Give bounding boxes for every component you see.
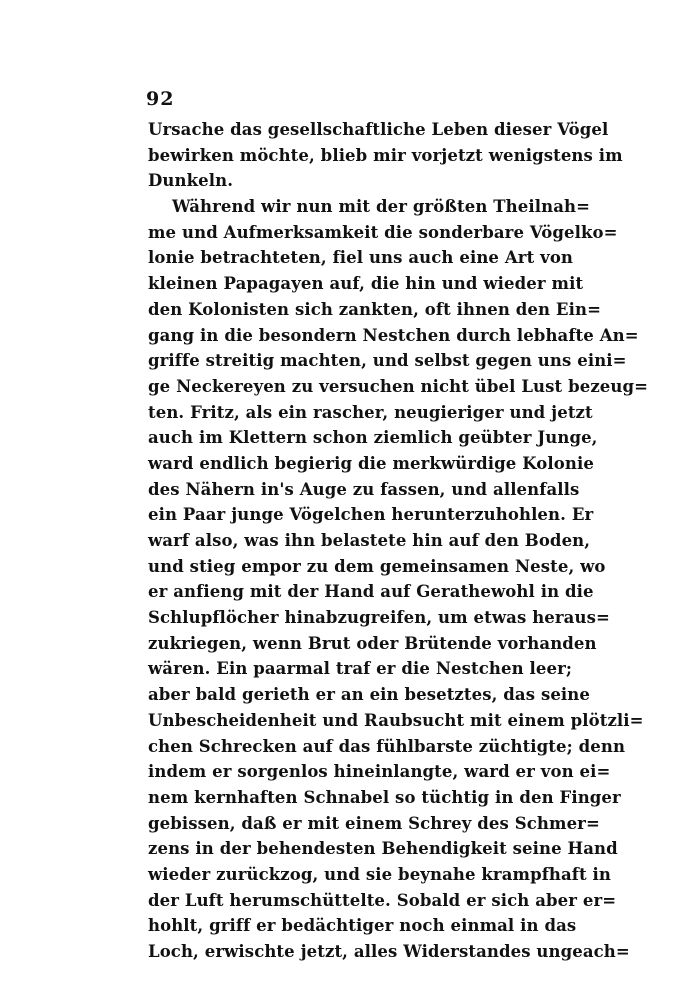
text-line: nem kernhaften Schnabel so tüchtig in den Finger: [148, 787, 621, 807]
page-number: 92: [146, 88, 175, 110]
text-line: des Nähern in's Auge zu fassen, und allenfalls: [148, 479, 580, 499]
text-line: der Luft herumschüttelte. Sobald er sich aber er=: [148, 890, 617, 910]
body-text: [148, 117, 649, 965]
text-line: er anfieng mit der Hand auf Gerathewohl in die: [148, 582, 594, 602]
text-line: lonie betrachteten, fiel uns auch eine Art von: [148, 248, 574, 268]
text-line: gebissen, daß er mit einem Schrey des Schmer=: [148, 813, 600, 833]
text-line: ge Neckereyen zu versuchen nicht übel Lust bezeug=: [148, 376, 649, 396]
text-line: me und Aufmerksamkeit die sonderbare Vögelko=: [148, 222, 618, 242]
text-line: ein Paar junge Vögelchen herunterzuhohlen. Er: [148, 505, 594, 525]
text-line: Ursache das gesellschaftliche Leben dieser Vögel: [148, 120, 609, 139]
text-line: ward endlich begierig die merkwürdige Kolonie: [148, 453, 594, 473]
text-line: zukriegen, wenn Brut oder Brütende vorhanden: [148, 633, 597, 653]
text-line: Dunkeln.: [148, 171, 234, 191]
text-line: wären. Ein paarmal traf er die Nestchen leer;: [148, 659, 573, 679]
text-line: aber bald gerieth er an ein besetztes, das seine: [148, 685, 590, 705]
text-line: ten. Fritz, als ein rascher, neugieriger und jetzt: [148, 402, 593, 422]
text-line: den Kolonisten sich zankten, oft ihnen den Ein=: [148, 299, 601, 319]
text-line: und stieg empor zu dem gemeinsamen Neste, wo: [148, 556, 606, 576]
text-line: Loch, erwischte jetzt, alles Widerstandes ungeach=: [148, 942, 630, 961]
text-line: Während wir nun mit der größten Theilnah=: [172, 197, 591, 217]
text-line: wieder zurückzog, und sie beynahe krampfhaft in: [148, 864, 612, 884]
text-line: kleinen Papagayen auf, die hin und wieder mit: [148, 274, 584, 294]
text-line: bewirken möchte, blieb mir vorjetzt wenigstens im: [148, 145, 623, 165]
text-line: warf also, was ihn belastete hin auf den Boden,: [148, 531, 591, 550]
text-line: indem er sorgenlos hineinlangte, ward er von ei=: [148, 762, 611, 782]
text-line: auch im Klettern schon ziemlich geübter Junge,: [148, 428, 598, 448]
text-line: chen Schrecken auf das fühlbarste züchtigte; denn: [148, 736, 626, 756]
text-line: Schlupflöcher hinabzugreifen, um etwas heraus=: [148, 608, 610, 628]
text-line: hohlt, griff er bedächtiger noch einmal in das: [148, 916, 577, 936]
text-line: griffe streitig machten, und selbst gegen uns eini=: [148, 351, 627, 371]
text-line: gang in die besondern Nestchen durch lebhafte An=: [148, 325, 639, 345]
text-line: Unbescheidenheit und Raubsucht mit einem plötzli=: [148, 710, 644, 730]
text-line: zens in der behendesten Behendigkeit seine Hand: [148, 839, 618, 859]
